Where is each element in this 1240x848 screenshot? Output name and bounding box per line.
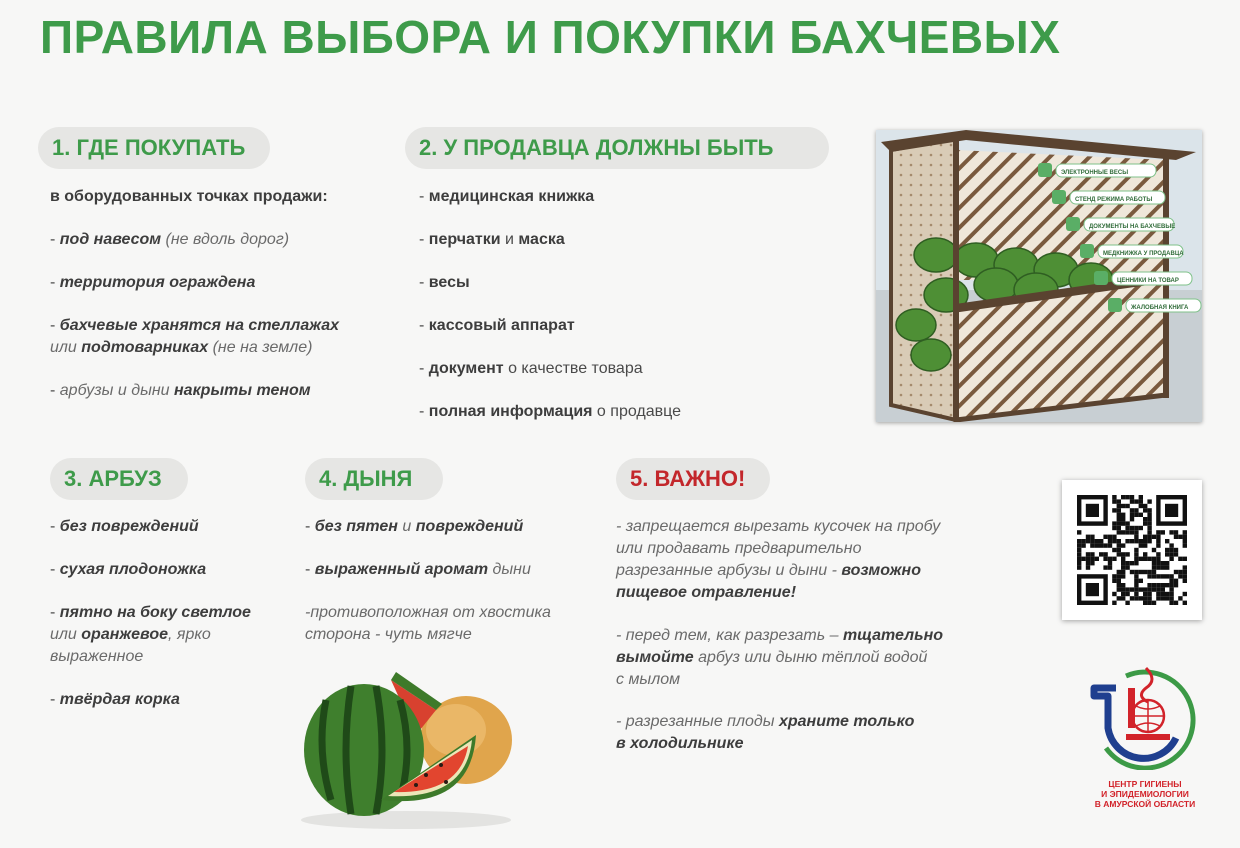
list-item — [419, 272, 470, 294]
list-item-line — [616, 625, 943, 647]
list-item — [305, 516, 523, 538]
text-segment: - — [50, 382, 60, 399]
text-segment: или — [50, 339, 82, 356]
list-item — [419, 401, 681, 423]
list-item-line — [305, 516, 523, 538]
text-segment: накрыты теном — [174, 382, 311, 399]
text-segment: или — [50, 626, 82, 643]
list-item-line — [305, 602, 551, 624]
text-segment: выраженное — [50, 648, 144, 665]
list-item-line — [616, 733, 914, 755]
list-item-line — [50, 559, 206, 581]
logo-line: И ЭПИДЕМИОЛОГИИ — [1101, 789, 1189, 799]
text-segment: весы — [428, 274, 470, 291]
text-segment: - — [305, 561, 315, 578]
list-item — [305, 602, 551, 646]
stall-label-text: ЖАЛОБНАЯ КНИГА — [1131, 305, 1189, 311]
text-segment: - — [419, 274, 429, 291]
text-segment: бахчевые хранятся на стеллажах — [59, 317, 340, 334]
list-item-line — [50, 380, 311, 402]
text-segment: сухая плодоножка — [59, 561, 207, 578]
text-segment: без повреждений — [59, 518, 199, 535]
section-important-heading: 5. ВАЖНО! — [616, 458, 770, 500]
text-segment: перчатки — [428, 231, 501, 248]
text-segment: выраженный аромат — [314, 561, 489, 578]
text-segment: маска — [518, 231, 565, 248]
text-segment: храните только — [778, 713, 915, 730]
list-item-line — [50, 646, 251, 668]
text-segment: тщательно — [842, 627, 944, 644]
logo-text — [1086, 779, 1204, 809]
section-where-intro: в оборудованных точках продажи: — [50, 188, 328, 205]
list-item-line — [50, 624, 251, 646]
list-item-line — [419, 358, 643, 380]
list-item — [419, 186, 594, 208]
text-segment: документ — [428, 360, 504, 377]
text-segment: твёрдая корка — [59, 691, 180, 708]
text-segment: территория ограждена — [59, 274, 256, 291]
list-item-line — [616, 538, 940, 560]
text-segment: дыни — [488, 561, 531, 578]
text-segment: - — [419, 360, 429, 377]
list-item-line — [50, 602, 251, 624]
list-item-line — [616, 711, 914, 733]
list-item-line — [50, 229, 289, 251]
text-segment: возможно — [841, 562, 921, 579]
list-item-line — [305, 624, 551, 646]
text-segment: - — [50, 274, 60, 291]
text-segment: - — [50, 691, 60, 708]
text-segment: кассовый аппарат — [428, 317, 575, 334]
section-watermelon-heading: 3. АРБУЗ — [50, 458, 188, 500]
list-item-line — [616, 582, 940, 604]
text-segment: - — [419, 317, 429, 334]
stall-label-text: МЕДКНИЖКА У ПРОДАВЦА — [1103, 251, 1184, 257]
center-logo — [1086, 658, 1204, 808]
list-item-line — [616, 516, 940, 538]
text-segment: (не вдоль дорог) — [161, 231, 290, 248]
text-segment: - — [50, 604, 60, 621]
list-item — [616, 711, 914, 755]
text-segment: - — [305, 518, 315, 535]
list-item — [50, 229, 289, 251]
text-segment: и — [500, 231, 519, 248]
text-segment: или продавать предварительно — [616, 540, 862, 557]
text-segment: разрезанные арбузы и дыни - — [616, 562, 842, 579]
stall-label-text: СТЕНД РЕЖИМА РАБОТЫ — [1075, 197, 1153, 203]
section-where-heading: 1. ГДЕ ПОКУПАТЬ — [38, 127, 270, 169]
text-segment: подтоварниках — [81, 339, 209, 356]
text-segment: - перед тем, как разрезать – — [616, 627, 843, 644]
list-item — [419, 358, 643, 380]
stall-label-text: ДОКУМЕНТЫ НА БАХЧЕВЫЕ — [1089, 224, 1176, 230]
section-melon-heading: 4. ДЫНЯ — [305, 458, 443, 500]
text-segment: о качестве товара — [503, 360, 643, 377]
text-segment: вымойте — [616, 649, 694, 666]
qr-code — [1062, 480, 1202, 620]
stall-illustration — [876, 130, 1202, 422]
list-item — [50, 559, 206, 581]
list-item-line — [50, 272, 255, 294]
list-item — [50, 272, 255, 294]
text-segment: арбуз или дыню тёплой водой — [693, 649, 928, 666]
list-item-line — [50, 337, 339, 359]
list-item-line — [50, 516, 199, 538]
list-item — [50, 315, 339, 359]
text-segment: без пятен — [314, 518, 398, 535]
list-item-line — [50, 315, 339, 337]
list-item — [50, 689, 180, 711]
text-segment: - — [50, 561, 60, 578]
text-segment: и — [397, 518, 416, 535]
text-segment: полная информация — [428, 403, 593, 420]
text-segment: пищевое отравление! — [616, 584, 797, 601]
text-segment: (не на земле) — [208, 339, 313, 356]
watermelon-melon-image — [296, 660, 526, 835]
text-segment: повреждений — [415, 518, 524, 535]
text-segment: под навесом — [59, 231, 162, 248]
text-segment: оранжевое — [81, 626, 168, 643]
list-item — [50, 380, 311, 402]
text-segment: - — [50, 317, 60, 334]
text-segment: - — [419, 403, 429, 420]
page-title: ПРАВИЛА ВЫБОРА И ПОКУПКИ БАХЧЕВЫХ — [40, 11, 1061, 63]
list-item-line — [419, 186, 594, 208]
list-item — [419, 229, 565, 251]
text-segment: - — [419, 188, 429, 205]
text-segment: - — [50, 231, 60, 248]
text-segment: о продавце — [592, 403, 681, 420]
text-segment: медицинская книжка — [428, 188, 595, 205]
text-segment: - разрезанные плоды — [616, 713, 779, 730]
stall-photo — [876, 130, 1202, 422]
stall-label-text: ЭЛЕКТРОННЫЕ ВЕСЫ — [1061, 170, 1129, 176]
text-segment: - — [419, 231, 429, 248]
qr-code-icon — [1062, 480, 1202, 620]
text-segment: , ярко — [168, 626, 211, 643]
text-segment: арбузы и дыни — [59, 382, 174, 399]
logo-line: ЦЕНТР ГИГИЕНЫ — [1108, 779, 1182, 789]
list-item-line — [419, 272, 470, 294]
text-segment: пятно на боку светлое — [59, 604, 251, 621]
list-item — [616, 625, 943, 691]
list-item-line — [305, 559, 531, 581]
list-item-line — [419, 315, 575, 337]
list-item-line — [419, 229, 565, 251]
text-segment: с мылом — [616, 671, 681, 688]
list-item-line — [616, 560, 940, 582]
list-item — [50, 602, 251, 668]
text-segment: сторона - чуть мягче — [305, 626, 472, 643]
text-segment: - запрещается вырезать кусочек на пробу — [616, 518, 941, 535]
section-seller-heading: 2. У ПРОДАВЦА ДОЛЖНЫ БЫТЬ — [405, 127, 829, 169]
text-segment: -противоположная от хвостика — [305, 604, 551, 621]
hygiene-center-emblem-icon — [1086, 658, 1204, 770]
list-item-line — [616, 647, 943, 669]
list-item — [50, 516, 199, 538]
list-item — [616, 516, 940, 604]
list-item — [305, 559, 531, 581]
list-item-line — [419, 401, 681, 423]
list-item-line — [50, 689, 180, 711]
text-segment: - — [50, 518, 60, 535]
logo-line: В АМУРСКОЙ ОБЛАСТИ — [1094, 799, 1196, 809]
text-segment: в холодильнике — [616, 735, 744, 752]
stall-label-text: ЦЕННИКИ НА ТОВАР — [1117, 278, 1179, 284]
list-item-line — [616, 669, 943, 691]
list-item — [419, 315, 575, 337]
